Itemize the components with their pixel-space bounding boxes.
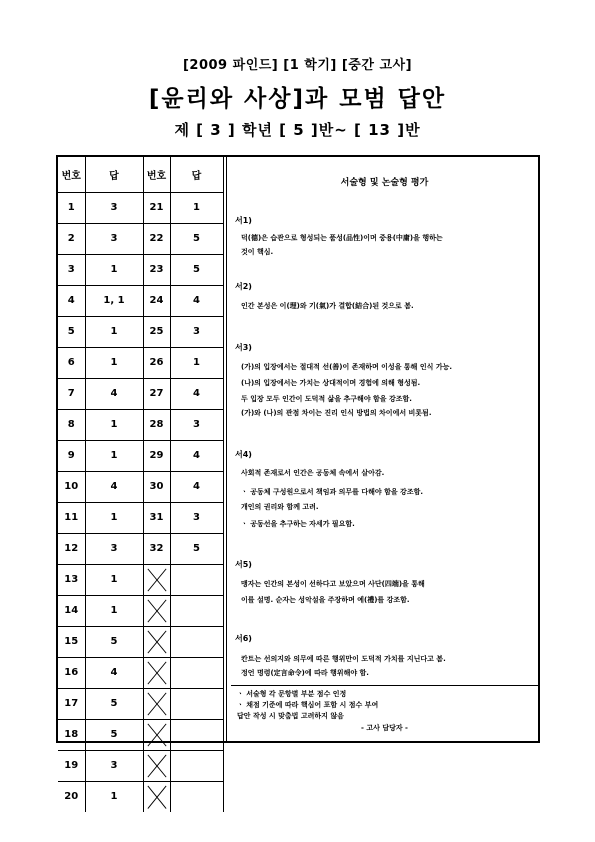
essay-line: 칸트는 선의지와 의무에 따른 행위만이 도덕적 가치를 지닌다고 봄.	[241, 655, 446, 663]
table-row	[58, 626, 223, 657]
question-number-cell: 27	[143, 378, 170, 409]
cross-mark-icon	[144, 627, 170, 657]
essay-label-1: 서1)	[235, 216, 252, 225]
table-row	[58, 223, 223, 254]
grading-note: ㆍ 서술형 각 문항별 부분 점수 인정	[237, 690, 347, 698]
question-number-cell: 9	[58, 440, 85, 471]
essay-line: 개인의 권리와 함께 고려.	[241, 503, 319, 511]
question-number-cell: 30	[143, 471, 170, 502]
header-cell: 번호	[58, 157, 85, 192]
answer-cell	[170, 595, 223, 626]
essay-label-2: 서2)	[235, 282, 252, 291]
answer-cell: 1	[170, 347, 223, 378]
crossed-cell	[143, 781, 170, 812]
question-number-cell: 12	[58, 533, 85, 564]
column-divider	[223, 157, 227, 741]
question-number-cell: 18	[58, 719, 85, 750]
crossed-cell	[143, 564, 170, 595]
question-number-cell: 25	[143, 316, 170, 347]
answer-cell: 3	[85, 192, 143, 223]
table-row	[58, 471, 223, 502]
essay-panel	[231, 157, 538, 741]
answer-cell: 1	[85, 316, 143, 347]
question-number-cell: 29	[143, 440, 170, 471]
essay-label-6: 서6)	[235, 634, 252, 643]
question-number-cell: 3	[58, 254, 85, 285]
essay-line: (가)의 입장에서는 절대적 선(善)이 존재하며 이성을 통해 인식 가능.	[241, 363, 453, 371]
table-row	[58, 781, 223, 812]
essay-line: 덕(德)은 습관으로 형성되는 품성(品性)이며 중용(中庸)을 행하는	[241, 234, 443, 242]
answer-cell	[170, 657, 223, 688]
grading-note: 답안 작성 시 맞춤법 고려하지 않음	[237, 712, 344, 720]
answer-cell: 1	[85, 564, 143, 595]
answer-cell: 1	[85, 502, 143, 533]
notes-separator	[231, 685, 538, 686]
table-row	[58, 502, 223, 533]
table-row	[58, 750, 223, 781]
answer-cell: 3	[85, 223, 143, 254]
question-number-cell: 26	[143, 347, 170, 378]
question-number-cell: 22	[143, 223, 170, 254]
essay-line: ㆍ 공동체 구성원으로서 책임과 의무를 다해야 함을 강조함.	[241, 488, 424, 496]
answer-table-header	[58, 157, 223, 192]
question-number-cell: 24	[143, 285, 170, 316]
table-row	[58, 595, 223, 626]
question-number-cell: 5	[58, 316, 85, 347]
answer-cell: 1	[85, 781, 143, 812]
essay-line: 인간 본성은 이(理)와 기(氣)가 결합(結合)된 것으로 봄.	[241, 302, 414, 310]
question-number-cell: 17	[58, 688, 85, 719]
answer-cell: 1	[170, 192, 223, 223]
answer-cell: 3	[170, 316, 223, 347]
question-number-cell: 21	[143, 192, 170, 223]
answer-cell: 3	[170, 409, 223, 440]
question-number-cell: 20	[58, 781, 85, 812]
grade-class-line: 제 [ 3 ] 학년 [ 5 ]반~ [ 13 ]반	[174, 121, 421, 139]
answer-cell: 1	[85, 254, 143, 285]
cross-mark-icon	[144, 751, 170, 781]
table-row	[58, 564, 223, 595]
answer-cell: 4	[170, 378, 223, 409]
table-row	[58, 378, 223, 409]
question-number-cell: 19	[58, 750, 85, 781]
question-number-cell: 31	[143, 502, 170, 533]
question-number-cell: 15	[58, 626, 85, 657]
answer-cell: 1	[85, 409, 143, 440]
answer-table	[58, 157, 224, 812]
crossed-cell	[143, 657, 170, 688]
essay-line: 맹자는 인간의 본성이 선하다고 보았으며 사단(四端)을 통해	[241, 580, 425, 588]
table-row	[58, 719, 223, 750]
header-cell: 답	[85, 157, 143, 192]
answer-cell	[170, 781, 223, 812]
cross-mark-icon	[144, 565, 170, 595]
essay-section-title: 서술형 및 논술형 평가	[340, 178, 429, 188]
answer-cell: 4	[85, 378, 143, 409]
answer-cell: 1	[85, 440, 143, 471]
crossed-cell	[143, 595, 170, 626]
cross-mark-icon	[144, 689, 170, 719]
essay-line: (가)와 (나)의 관점 차이는 진리 인식 방법의 차이에서 비롯됨.	[241, 409, 432, 417]
answer-cell: 3	[170, 502, 223, 533]
question-number-cell: 16	[58, 657, 85, 688]
signature-line: - 고사 담당자 -	[361, 724, 408, 732]
crossed-cell	[143, 688, 170, 719]
cross-mark-icon	[144, 596, 170, 626]
table-row	[58, 657, 223, 688]
essay-label-5: 서5)	[235, 560, 252, 569]
essay-line: (나)의 입장에서는 가치는 상대적이며 경험에 의해 형성됨.	[241, 379, 421, 387]
answer-cell: 5	[170, 223, 223, 254]
cross-mark-icon	[144, 720, 170, 750]
table-row	[58, 347, 223, 378]
answer-cell	[170, 750, 223, 781]
crossed-cell	[143, 719, 170, 750]
table-row	[58, 688, 223, 719]
answer-cell: 1	[85, 595, 143, 626]
question-number-cell: 4	[58, 285, 85, 316]
answer-cell	[170, 626, 223, 657]
table-row	[58, 285, 223, 316]
crossed-cell	[143, 626, 170, 657]
exam-info-line: [2009 파인드] [1 학기] [중간 고사]	[182, 58, 413, 73]
question-number-cell: 10	[58, 471, 85, 502]
answer-cell	[170, 719, 223, 750]
question-number-cell: 7	[58, 378, 85, 409]
answer-cell: 4	[85, 657, 143, 688]
question-number-cell: 2	[58, 223, 85, 254]
question-number-cell: 13	[58, 564, 85, 595]
essay-label-4: 서4)	[235, 450, 252, 459]
page-title: [윤리와 사상]과 모범 답안	[148, 86, 447, 112]
essay-label-3: 서3)	[235, 343, 252, 352]
question-number-cell: 32	[143, 533, 170, 564]
answer-cell: 1	[85, 347, 143, 378]
table-row	[58, 409, 223, 440]
question-number-cell: 1	[58, 192, 85, 223]
answer-cell: 4	[170, 471, 223, 502]
table-row	[58, 316, 223, 347]
answer-cell: 5	[85, 719, 143, 750]
answer-cell: 3	[85, 750, 143, 781]
question-number-cell: 11	[58, 502, 85, 533]
answer-sheet-frame	[56, 155, 540, 803]
header-cell: 번호	[143, 157, 170, 192]
table-row	[58, 192, 223, 223]
answer-cell: 5	[170, 254, 223, 285]
table-row	[58, 440, 223, 471]
answer-cell: 5	[85, 688, 143, 719]
answer-cell: 5	[170, 533, 223, 564]
cross-mark-icon	[144, 658, 170, 688]
answer-cell: 1, 1	[85, 285, 143, 316]
essay-line: 사회적 존재로서 인간은 공동체 속에서 살아감.	[241, 469, 385, 477]
question-number-cell: 23	[143, 254, 170, 285]
crossed-cell	[143, 750, 170, 781]
answer-cell: 3	[85, 533, 143, 564]
question-number-cell: 28	[143, 409, 170, 440]
answer-cell: 4	[170, 440, 223, 471]
question-number-cell: 14	[58, 595, 85, 626]
question-number-cell: 8	[58, 409, 85, 440]
grading-note: ㆍ 채점 기준에 따라 핵심어 포함 시 점수 부여	[237, 701, 379, 709]
table-row	[58, 254, 223, 285]
header-cell: 답	[170, 157, 223, 192]
essay-line: ㆍ 공동선을 추구하는 자세가 필요함.	[241, 520, 355, 528]
question-number-cell: 6	[58, 347, 85, 378]
essay-line: 두 입장 모두 인간이 도덕적 삶을 추구해야 함을 강조함.	[241, 395, 412, 403]
cross-mark-icon	[144, 782, 170, 813]
answer-cell	[170, 564, 223, 595]
essay-line: 정언 명령(定言命令)에 따라 행위해야 함.	[241, 669, 369, 677]
table-row	[58, 533, 223, 564]
answer-cell: 5	[85, 626, 143, 657]
essay-line: 것이 핵심.	[241, 248, 274, 256]
answer-cell: 4	[170, 285, 223, 316]
answer-cell: 4	[85, 471, 143, 502]
essay-line: 이를 설명. 순자는 성악설을 주장하며 예(禮)를 강조함.	[241, 596, 410, 604]
answer-cell	[170, 688, 223, 719]
